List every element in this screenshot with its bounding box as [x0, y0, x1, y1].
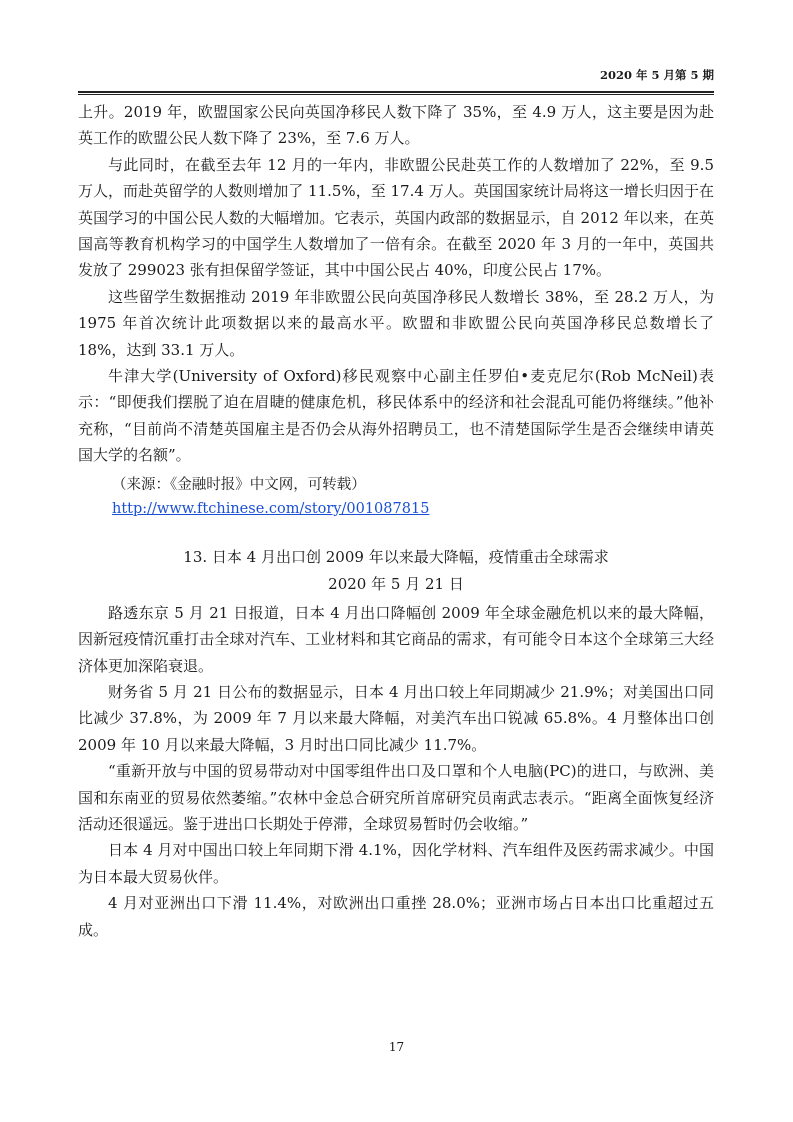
header-rule-thick	[78, 91, 714, 93]
issue-header: 2020 年 5 月第 5 期	[599, 68, 714, 82]
paragraph: 这些留学生数据推动 2019 年非欧盟公民向英国净移民人数增长 38%，至 28.2 万人，为 1975 年首次统计此项数据以来的最高水平。欧盟和非欧盟公民向英国净移民总数增长了 18%，达到 33.1 万人。	[78, 287, 714, 359]
source-note: （来源：《金融时报》中文网，可转载）	[112, 476, 366, 493]
article-paragraph: 日本 4 月对中国出口较上年同期下滑 4.1%，因化学材料、汽车组件及医药需求减少。中国为日本最大贸易伙伴。	[78, 841, 714, 886]
source-link[interactable]: http://www.ftchinese.com/story/001087815	[112, 500, 430, 517]
article-date: 2020 年 5 月 21 日	[328, 574, 464, 593]
paragraph: 与此同时，在截至去年 12 月的一年内，非欧盟公民赴英工作的人数增加了 22%，至 9.5 万人，而赴英留学的人数则增加了 11.5%，至 17.4 万人。英国国家统计局将这一增长归因于在英国学习的中国公民人数的大幅增加。它表示，英国内政部的数据显示，自 2012 年以来，在英国高等教育机构学习的中国学生人数增加了一倍有余。在截至 2020 年 3 月的一年中，英国共发放了 299023 张有担保留学签证，其中中国公民占 40%，印度公民占 17%。	[78, 155, 714, 280]
article-paragraph: 财务省 5 月 21 日公布的数据显示，日本 4 月出口较上年同期减少 21.9%；对美国出口同比减少 37.8%，为 2009 年 7 月以来最大降幅，对美汽车出口锐减 65.8%。4 月整体出口创 2009 年 10 月以来最大降幅，3 月时出口同比减少 11.7%。	[78, 682, 714, 754]
article-title: 13. 日本 4 月出口创 2009 年以来最大降幅，疫情重击全球需求	[183, 547, 609, 566]
paragraph: 牛津大学(University of Oxford)移民观察中心副主任罗伯•麦克尼尔(Rob McNeil)表示：“即便我们摆脱了迫在眉睫的健康危机，移民体系中的经济和社会混乱可能仍将继续。”他补充称，“目前尚不清楚英国雇主是否仍会从海外招聘员工，也不清楚国际学生是否会继续申请英国大学的名额”。	[78, 367, 714, 465]
paragraph-continuation: 上升。2019 年，欧盟国家公民向英国净移民人数下降了 35%，至 4.9 万人，这主要是因为赴英工作的欧盟公民人数下降了 23%，至 7.6 万人。	[78, 103, 714, 148]
article-paragraph: 路透东京 5 月 21 日报道，日本 4 月出口降幅创 2009 年全球金融危机以来的最大降幅，因新冠疫情沉重打击全球对汽车、工业材料和其它商品的需求，有可能令日本这个全球第三大经济体更加深陷衰退。	[78, 603, 714, 675]
page-number: 17	[388, 1040, 405, 1054]
article-paragraph: 4 月对亚洲出口下滑 11.4%，对欧洲出口重挫 28.0%；亚洲市场占日本出口比重超过五成。	[78, 894, 714, 939]
header-rule-thin	[78, 94, 714, 95]
page-body	[78, 99, 714, 943]
article-paragraph: “重新开放与中国的贸易带动对中国零组件出口及口罩和个人电脑(PC)的进口，与欧洲、美国和东南亚的贸易依然萎缩。”农林中金总合研究所首席研究员南武志表示。“距离全面恢复经济活动还很遥远。鉴于进出口长期处于停滞，全球贸易暂时仍会收缩。”	[78, 762, 714, 833]
